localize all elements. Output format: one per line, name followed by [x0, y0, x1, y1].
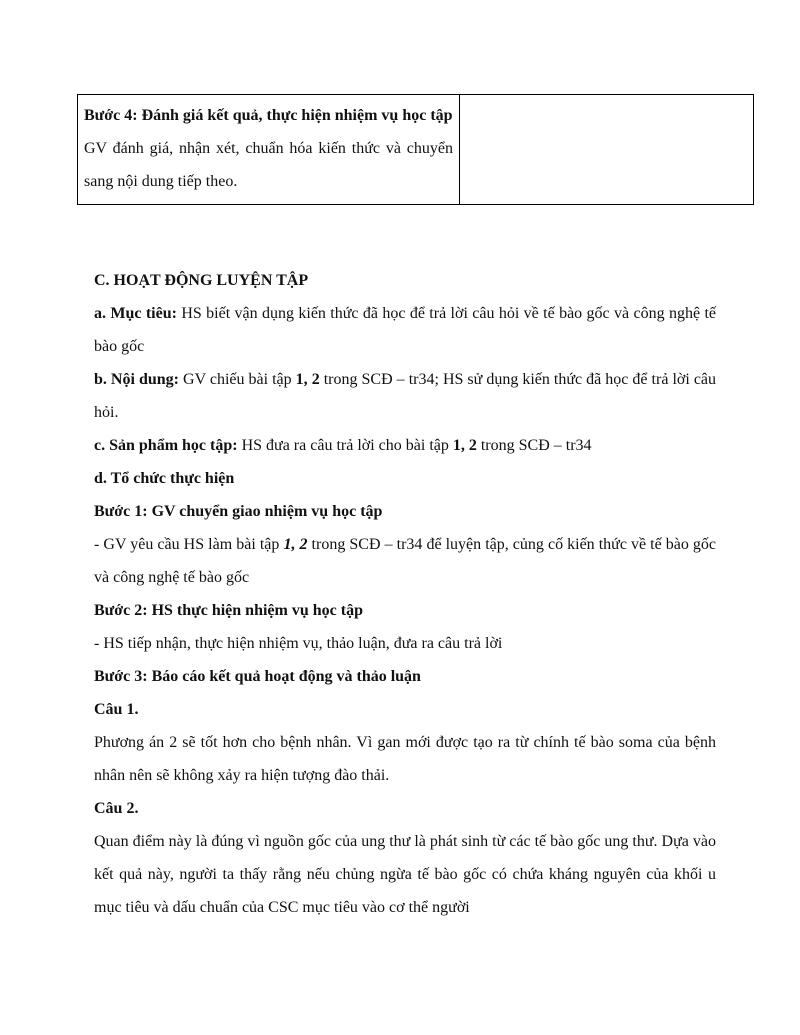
content-text-1: GV chiếu bài tập [178, 371, 296, 388]
step1-text-2: trong SCĐ – tr34 để luyện tập, củng cố kiến thức về tế bào gốc và công nghệ tế bào gốc [94, 536, 717, 586]
step2-text: - HS tiếp nhận, thực hiện nhiệm vụ, thảo luận, đưa ra câu trả lời [94, 635, 503, 652]
content-text-2: trong SCĐ – tr34; HS sử dụng kiến thức đã học để trả lời câu hỏi. [94, 371, 717, 421]
product-paragraph [94, 429, 716, 462]
product-label: c. Sản phẩm học tập: [94, 437, 238, 454]
q2-text: Quan điểm này là đúng vì nguồn gốc của ung thư là phát sinh từ các tế bào gốc ung thư. Dựa vào kết quả này, người ta thấy rằng nếu chủng ngừa tế bào gốc có chứa kháng nguyên của khối u mục tiêu và dấu chuẩn của CSC mục tiêu vào cơ thể người [94, 833, 716, 916]
activity-table [77, 94, 754, 205]
q1-text: Phương án 2 sẽ tốt hơn cho bệnh nhân. Vì gan mới được tạo ra từ chính tế bào soma của bệnh nhân nên sẽ không xảy ra hiện tượng đào thải. [94, 734, 716, 784]
objective-text: HS biết vận dụng kiến thức đã học để trả lời câu hỏi về tế bào gốc và công nghệ tế bào gốc [94, 305, 716, 355]
table-cell-right [460, 95, 754, 205]
step1-paragraph [94, 528, 716, 594]
step4-text: GV đánh giá, nhận xét, chuẩn hóa kiến thức và chuyển sang nội dung tiếp theo. [84, 140, 453, 190]
objective-label: a. Mục tiêu: [94, 305, 177, 322]
step1-title: Bước 1: GV chuyển giao nhiệm vụ học tập [94, 503, 383, 520]
step1-text-1: - GV yêu cầu HS làm bài tập [94, 536, 284, 553]
table-row [78, 95, 754, 205]
step4-heading: Bước 4: Đánh giá kết quả, thực hiện nhiệm vụ học tập [84, 107, 453, 124]
practice-section [94, 264, 716, 924]
step2-title: Bước 2: HS thực hiện nhiệm vụ học tập [94, 602, 363, 619]
product-text-2: trong SCĐ – tr34 [476, 437, 592, 454]
table-cell-left [78, 95, 460, 205]
step1-bold-italic: 1, 2 [283, 536, 308, 553]
product-text-1: HS đưa ra câu trả lời cho bài tập [237, 437, 453, 454]
section-title: C. HOẠT ĐỘNG LUYỆN TẬP [94, 272, 309, 289]
objective-paragraph [94, 297, 716, 363]
organize-title: d. Tổ chức thực hiện [94, 470, 235, 487]
content-bold: 1, 2 [295, 371, 320, 388]
product-bold: 1, 2 [452, 437, 477, 454]
content-paragraph [94, 363, 716, 429]
step3-title: Bước 3: Báo cáo kết quả hoạt động và thảo luận [94, 668, 421, 685]
content-label: b. Nội dung: [94, 371, 179, 388]
q1-title: Câu 1. [94, 701, 139, 718]
q2-title: Câu 2. [94, 800, 139, 817]
